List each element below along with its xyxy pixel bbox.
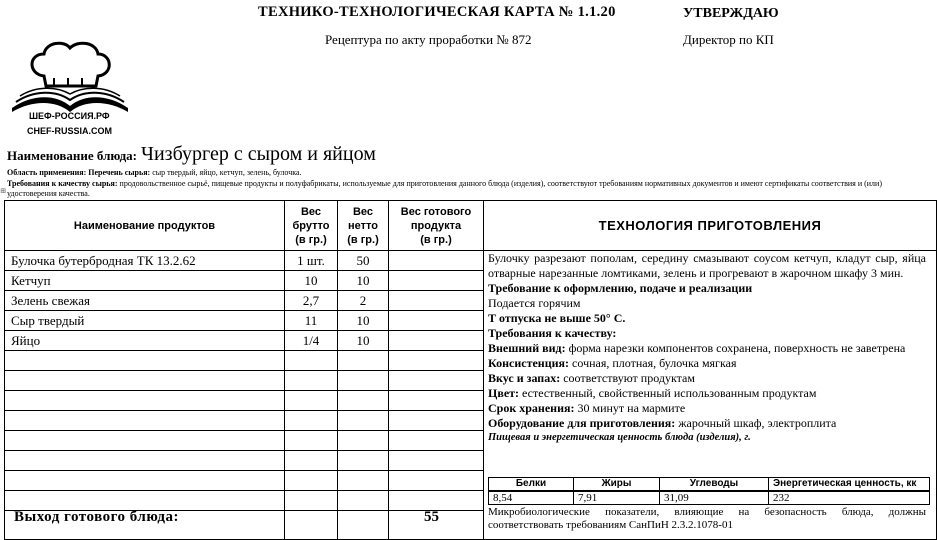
product-net xyxy=(337,351,389,371)
dish-name-line xyxy=(7,143,376,166)
page-title: ТЕХНИКО-ТЕХНОЛОГИЧЕСКАЯ КАРТА № 1.1.20 xyxy=(258,4,616,20)
product-name: Яйцо xyxy=(4,331,285,351)
product-gross xyxy=(284,451,338,471)
product-ready xyxy=(388,271,484,291)
product-ready xyxy=(388,451,484,471)
dish-name: Чизбургер с сыром и яйцом xyxy=(140,143,376,165)
product-gross xyxy=(284,491,338,511)
product-name: Кетчуп xyxy=(4,271,285,291)
chef-hat-book-icon xyxy=(8,38,133,118)
header-ready: Вес готового продукта (в гр.) xyxy=(388,200,484,251)
application-area-label: Область применения: Перечень сырья: xyxy=(7,168,151,177)
serving-text: Подается горячим xyxy=(488,296,581,310)
product-ready xyxy=(388,391,484,411)
chef-russia-logo xyxy=(8,38,133,142)
product-ready xyxy=(388,431,484,451)
product-ready xyxy=(388,331,484,351)
yield-gross-cell xyxy=(284,511,338,540)
application-area-text: сыр твердый, яйцо, кетчуп, зелень, булочка. xyxy=(150,168,302,177)
approve-label: УТВЕРЖДАЮ xyxy=(683,6,779,21)
director-label: Директор по КП xyxy=(683,32,774,47)
raw-quality-requirements xyxy=(7,179,932,199)
product-ready xyxy=(388,371,484,391)
product-net xyxy=(337,431,389,451)
storage: Срок хранения: 30 минут на мармите xyxy=(488,401,686,415)
nutrition-header-fat: Жиры xyxy=(573,477,660,491)
nutrition-carbs: 31,09 xyxy=(659,491,769,505)
micro-requirements: Микробиологические показатели, влияющие на безопасность блюда, должны соответствовать требованиям СанПиН 2.3.2.1078-01 xyxy=(488,506,926,531)
product-name: Зелень свежая xyxy=(4,291,285,311)
product-ready xyxy=(388,411,484,431)
nutrition-header-carbs: Углеводы xyxy=(659,477,769,491)
temperature: Т отпуска не выше 50° С. xyxy=(488,311,626,325)
header-technology: ТЕХНОЛОГИЯ ПРИГОТОВЛЕНИЯ xyxy=(483,200,937,251)
page-subtitle: Рецептура по акту проработки № 872 xyxy=(325,32,532,47)
nutrition-header-energy: Энергетическая ценность, кк xyxy=(768,477,930,491)
product-ready xyxy=(388,291,484,311)
product-net: 2 xyxy=(337,291,389,311)
yield-label: Выход готового блюда: xyxy=(14,509,180,525)
product-gross xyxy=(284,411,338,431)
product-net: 10 xyxy=(337,271,389,291)
equipment: Оборудование для приготовления: жарочный шкаф, электроплита xyxy=(488,416,837,430)
product-net xyxy=(337,491,389,511)
product-gross: 2,7 xyxy=(284,291,338,311)
yield-value: 55 xyxy=(424,509,439,525)
consistency: Консистенция: сочная, плотная, булочка мягкая xyxy=(488,356,737,370)
product-name xyxy=(4,471,285,491)
product-name: Булочка бутербродная ТК 13.2.62 xyxy=(4,251,285,271)
color: Цвет: естественный, свойственный использованным продуктам xyxy=(488,386,817,400)
product-net xyxy=(337,411,389,431)
product-gross: 1/4 xyxy=(284,331,338,351)
nutrition-fat: 7,91 xyxy=(573,491,660,505)
technology-text xyxy=(488,251,926,445)
product-gross: 10 xyxy=(284,271,338,291)
product-name xyxy=(4,371,285,391)
product-gross xyxy=(284,431,338,451)
nutrition-header-protein: Белки xyxy=(488,477,574,491)
serving-title: Требование к оформлению, подаче и реализации xyxy=(488,281,753,295)
product-net: 10 xyxy=(337,311,389,331)
product-gross xyxy=(284,391,338,411)
product-ready xyxy=(388,471,484,491)
raw-quality-label: Требования к качеству сырья: xyxy=(7,179,118,188)
product-ready xyxy=(388,491,484,511)
product-name xyxy=(4,351,285,371)
logo-site-en: CHEF-RUSSIA.COM xyxy=(27,126,112,136)
product-gross xyxy=(284,471,338,491)
product-name xyxy=(4,451,285,471)
dish-label: Наименование блюда: xyxy=(7,148,137,163)
product-gross xyxy=(284,371,338,391)
product-ready xyxy=(388,251,484,271)
product-name xyxy=(4,491,285,511)
application-area xyxy=(7,168,302,177)
product-name xyxy=(4,411,285,431)
raw-quality-text: продовольственное сырьё, пищевые продукты и полуфабрикаты, используемые для приготовления данного блюда (изделия), соответствуют требованиям нормативных документов и имеют сертификаты соответствия и (или) удостоверения качества. xyxy=(7,179,882,198)
taste: Вкус и запах: соответствуют продуктам xyxy=(488,371,695,385)
product-net xyxy=(337,451,389,471)
header-product: Наименование продуктов xyxy=(4,200,285,251)
product-name: Сыр твердый xyxy=(4,311,285,331)
table-anchor-marker: ⊞ xyxy=(0,187,6,195)
product-ready xyxy=(388,351,484,371)
product-gross: 11 xyxy=(284,311,338,331)
product-net xyxy=(337,391,389,411)
product-gross xyxy=(284,351,338,371)
yield-net-cell xyxy=(337,511,389,540)
process-description: Булочку разрезают пополам, середину смазывают соусом кетчуп, кладут сыр, яйца отварные нарезанные ломтиками, зелень и прогревают в жарочном шкафу 3 мин. xyxy=(488,251,926,280)
nutrition-title: Пищевая и энергетическая ценность блюда (изделия), г. xyxy=(488,432,751,443)
product-net: 50 xyxy=(337,251,389,271)
product-net xyxy=(337,371,389,391)
product-ready xyxy=(388,311,484,331)
appearance: Внешний вид: форма нарезки компонентов сохранена, поверхность не заветрена xyxy=(488,341,906,355)
product-gross: 1 шт. xyxy=(284,251,338,271)
header-net: Вес нетто (в гр.) xyxy=(337,200,389,251)
product-name xyxy=(4,391,285,411)
logo-site-ru: ШЕФ-РОССИЯ.РФ xyxy=(29,111,110,121)
product-name xyxy=(4,431,285,451)
product-net: 10 xyxy=(337,331,389,351)
nutrition-energy: 232 xyxy=(768,491,930,505)
header-gross: Вес брутто (в гр.) xyxy=(284,200,338,251)
product-net xyxy=(337,471,389,491)
nutrition-protein: 8,54 xyxy=(488,491,574,505)
quality-title: Требования к качеству: xyxy=(488,326,617,340)
